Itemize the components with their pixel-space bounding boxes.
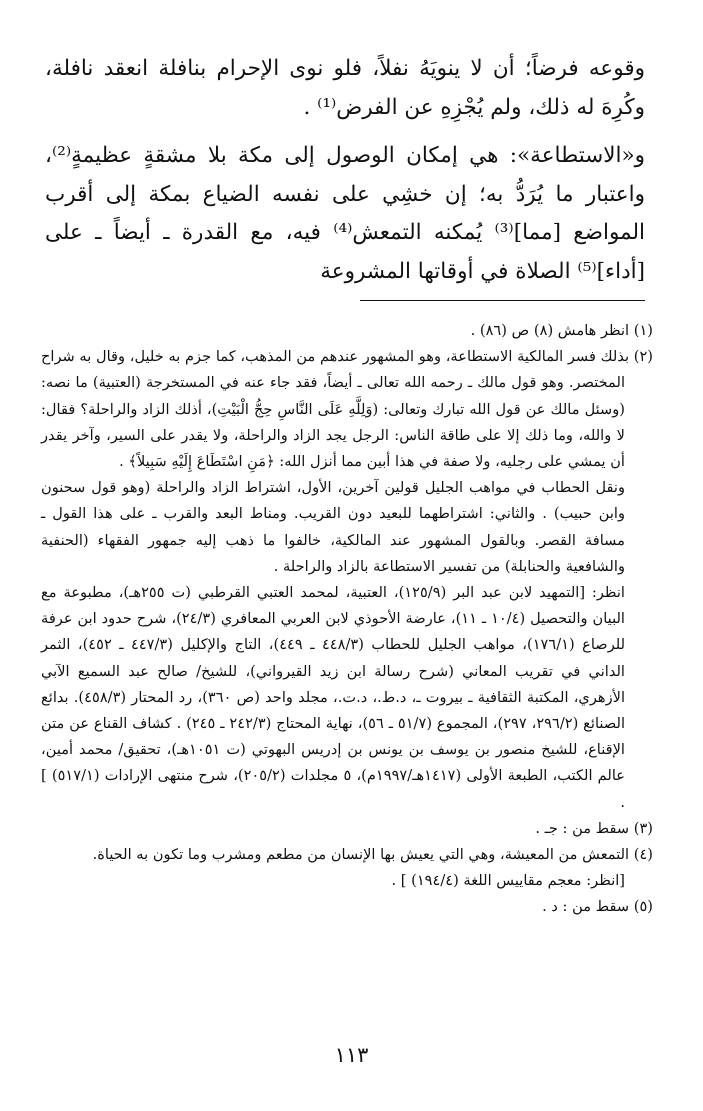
footnote-separator — [360, 300, 645, 301]
footnote-2-references: انظر: [التمهيد لابن عبد البر (١٢٥/٩)، العتبية، لمحمد العتبي القرطبي (ت ٢٥٥هـ)، مطبوعة مع البيان والتحصيل (١٠/٤ ـ ١١)، عارضة الأحوذي لابن العربي المعافري (٢٤/٣)، شرح حدود ابن عرفة للرصاع (١٧٦/١)، مواهب الجليل للحطاب (٤٤٨/٣ ـ ٤٤٩)، التاج والإكليل (٤٤٧/٣ ـ ٤٥٢)، الثمر الداني في تقريب المعاني (شرح رسالة ابن زيد القيرواني)، للشيخ/ صالح عبد السميع الآبي الأزهري، المكتبة الثقافية ـ بيروت ـ، د.ط.، د.ت.، مجلد واحد (ص ٣٦٠)، رد المحتار (٤٥٨/٣). بدائع الصنائع (٢٩٦/٢، ٢٩٧)، المجموع (٥١/٧ ـ ٥٦)، نهاية المحتاج (٢٤٢/٣ ـ ٢٤٥) . كشاف القناع عن متن الإقناع، للشيخ منصور بن يوسف بن يونس بن إدريس البهوتي (ت ١٠٥١هـ)، تحقيق/ محمد أمين، عالم الكتب، الطبعة الأولى (١٤١٧هـ/١٩٩٧م)، ٥ مجلدات (٢٠٥/٢)، شرح منتهى الإرادات (٥١٧/١) ] . — [41, 584, 626, 811]
main-text — [45, 50, 645, 291]
footnote-4-reference: [انظر: معجم مقاييس اللغة (١٩٤/٤) ] . — [391, 872, 625, 890]
main-paragraph: و«الاستطاعة»: هي إمكان الوصول إلى مكة بلا مشقةٍ عظيمةٍ⁽²⁾، واعتبار ما يُرَدُّ به؛ إن خشِي على نفسه الضياع بمكة إلى أقرب المواضع [مما]⁽³⁾ يُمكنه التمعش⁽⁴⁾ فيه، مع القدرة ـ أيضاً ـ على [أداء]⁽⁵⁾ الصلاة في أوقاتها المشروعة — [45, 143, 646, 284]
footnote-2: (٢) بذلك فسر المالكية الاستطاعة، وهو المشهور عندهم من المذهب، كما جزم به خليل، وقال به شراح المختصر. وهو قول مالك ـ رحمه الله تعالى ـ أيضاً، فقد جاء عنه في المستخرجة (العتبية) ما نصه: (وسئل مالك عن قول الله تبارك وتعالى: (وَلِلَّهِ عَلَى النَّاسِ حِجُّ الْبَيْتِ)، أذلك الزاد والراحلة؟ فقال: لا والله، وما ذلك إلا على طاقة الناس: الرجل يجد الزاد والراحلة، ولا يقدر على السير، وآخر يقدر أن يمشي على رجليه، ولا صفة في هذا أبين مما أنزل الله: ﴿مَنِ اسْتَطَاعَ إِلَيْهِ سَبِيلاً﴾ . — [41, 348, 653, 471]
footnote-5: (٥) سقط من : د . — [542, 898, 653, 916]
page-number: ١١٣ — [334, 1043, 369, 1067]
footnote-4: (٤) التمعش من المعيشة، وهي التي يعيش بها الإنسان من مطعم ومشرب وما تكون به الحياة. — [92, 846, 653, 864]
footnotes — [41, 318, 653, 921]
footnote-3: (٣) سقط من : جـ . — [535, 819, 653, 837]
footnote-2-continued: ونقل الحطاب في مواهب الجليل قولين آخرين، الأول، اشتراط الزاد والراحلة (وهو قول سحنون وابن حبيب) . والثاني: اشتراطهما للبعيد دون القريب. ومناط البعد والقرب ـ على هذا القول ـ مسافة القصر. وبالقول المشهور عند المالكية، خالفوا ما ذهب إليه جمهور الفقهاء (الحنفية والشافعية والحنابلة) من تفسير الاستطاعة بالزاد والراحلة . — [41, 479, 625, 575]
main-paragraph: وقوعه فرضاً؛ أن لا ينويَهُ نفلاً، فلو نوى الإحرام بنافلة انعقد نافلة، وكُرِهَ له ذلك، ولم يُجْزِهِ عن الفرض⁽¹⁾ . — [45, 56, 645, 120]
footnote-1: (١) انظر هامش (٨) ص (٨٦) . — [470, 322, 653, 339]
